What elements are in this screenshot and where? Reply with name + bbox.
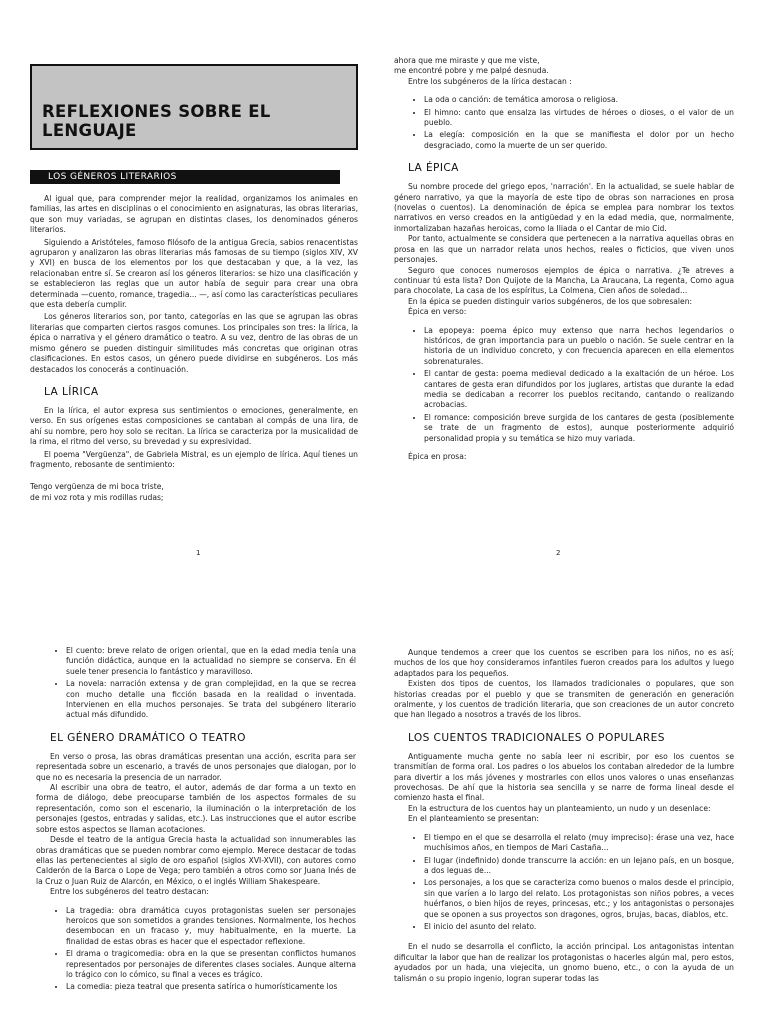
paragraph: Por tanto, actualmente se considera que pertenecen a la narrativa aquellas obras en prosa en las que un narrador relata unos hechos, reales o ficticios, que viven unos personajes.: [394, 234, 734, 265]
list-item: • El drama o tragicomedia: obra en la que se presentan conflictos humanos representados por personajes de diferentes clases sociales. Aunque alterna lo trágico con lo cómico, su final a veces es trágico.: [66, 949, 356, 980]
paragraph: El poema "Vergüenza", de Gabriela Mistral, es un ejemplo de lírica. Aquí tienes un fragmento, rebosante de sentimiento:: [30, 449, 358, 469]
title-box: [30, 64, 358, 150]
verse-line: de mi voz rota y mis rodillas rudas;: [30, 492, 164, 502]
paragraph: Los géneros literarios son, por tanto, categorías en las que se agrupan las obras literarias que comparten ciertos rasgos comunes. Los principales son tres: la lírica, la épica o narrativa y el género dramático o teatro. A su vez, dentro de las obras de un mismo género se pueden distinguir similitudes más concretas que originan otras clasificaciones. En estos casos, un género puede dividirse en subgéneros. Los más destacados los conocerás a continuación.: [30, 312, 358, 374]
list-item: • El romance: composición breve surgida de los cantares de gesta (posiblemente se trate de un fragmento de estos), aunque posteriormente adquirió personalidad propia y su temática se hizo muy variada.: [424, 413, 734, 444]
list-item: • El tiempo en el que se desarrolla el relato (muy impreciso): érase una vez, hace muchísimos años, en tiempos de Mari Castaña...: [424, 833, 734, 854]
heading-lirica: LA LÍRICA: [44, 385, 99, 398]
paragraph: En verso o prosa, las obras dramáticas presentan una acción, escrita para ser representada sobre un escenario, a través de unos personajes que dialogan, por lo que no es necesaria la presencia de un narrador.: [36, 751, 356, 782]
heading-teatro: EL GÉNERO DRAMÁTICO O TEATRO: [50, 731, 246, 744]
paragraph: En la estructura de los cuentos hay un planteamiento, un nudo y un desenlace:: [408, 803, 711, 813]
poem-fragment: [394, 56, 734, 77]
list-item: • La epopeya: poema épico muy extenso que narra hechos legendarios o históricos, de gran importancia para un pueblo o nación. Se suele centrar en la historia de un individuo concreto, y con frecuencia aparecen en ella elementos sobrenaturales.: [424, 326, 734, 368]
list-item: • El cantar de gesta: poema medieval dedicado a la exaltación de un héroe. Los cantares de gesta eran difundidos por los juglares, artistas que durante la edad media se dedicaban a recorrer los pueblos recitando, cantando o realizando acrobacias.: [424, 369, 734, 411]
paragraph: Desde el teatro de la antigua Grecia hasta la actualidad son innumerables las obras dramáticas que se pueden nombrar como ejemplo. Merece destacar de todas ellas las pertenecientes al siglo de oro español (siglos XVI-XVII), con autores como Calderón de la Barca o Lope de Vega; pero también a otros como sor Juana Inés de la Cruz o Juan Ruiz de Alarcón, en México, o el inglés William Shakespeare.: [36, 835, 356, 886]
paragraph: En el planteamiento se presentan:: [408, 814, 539, 824]
poem-fragment: [30, 482, 358, 503]
paragraph: Seguro que conoces numerosos ejemplos de épica o narrativa. ¿Te atreves a continuar tú esta lista? Don Quijote de la Mancha, La Araucana, La regenta, Como agua para chocolate, La casa de los espíritus, La Colmena, Cien años de soledad...: [394, 265, 734, 296]
verse-line: me encontré pobre y me palpé desnuda.: [394, 66, 549, 76]
epica-subgenres-list: [394, 326, 734, 444]
teatro-subgenres-list: [36, 906, 356, 993]
prose-subgenres-list: [36, 646, 356, 721]
paragraph: Entre los subgéneros del teatro destacan:: [50, 887, 209, 897]
list-item: • El cuento: breve relato de origen oriental, que en la edad media tenía una función didáctica, aunque en la actualidad no siempre se conserva. En él suele tener presencia lo fantástico y maravilloso.: [66, 646, 356, 677]
page-2: [384, 0, 768, 512]
planteamiento-list: [394, 833, 734, 933]
paragraph: Al escribir una obra de teatro, el autor, además de dar forma a un texto en forma de diálogo, debe preocuparse también de los aspectos formales de su representación, como son el escenario, la iluminación o la interpretación de los personajes (gestos, entradas y salidas, etc.). Las instrucciones que el autor escribe sobre estos aspectos se llaman acotaciones.: [36, 783, 356, 834]
paragraph: Épica en verso:: [408, 307, 467, 317]
list-item: • Los personajes, a los que se caracteriza como buenos o malos desde el principio, sin que varíen a lo largo del relato. Los protagonistas son niños pobres, a veces huérfanos, o bien hijos de reyes, princesas, etc.; y los antagonistas o personajes que se oponen a sus proyectos son dragones, ogros, brujas, bacas, diablos, etc.: [424, 878, 734, 920]
list-item: • La tragedia: obra dramática cuyos protagonistas suelen ser personajes heroicos que son sometidos a grandes tensiones. Normalmente, los hechos desembocan en un fracaso y, muy habitualmente, en la muerte. La finalidad de estas obras es hacer que el espectador reflexione.: [66, 906, 356, 948]
list-item: • La oda o canción: de temática amorosa o religiosa.: [424, 95, 734, 105]
paragraph: En la épica se pueden distinguir varios subgéneros, de los que sobresalen:: [408, 296, 693, 306]
paragraph: Entre los subgéneros de la lírica destacan :: [408, 76, 572, 86]
section-heading-generos: LOS GÉNEROS LITERARIOS: [30, 170, 340, 184]
paragraph: Siguiendo a Aristóteles, famoso filósofo de la antigua Grecia, sabios renacentistas agruparon y analizaron las obras literarias más famosas de su tiempo (siglos XIV, XV y XVI) en busca de los elementos por los que destacaban y que, a la vez, las relacionaban entre sí. Se crearon así los géneros literarios: se hizo una clasificación y se establecieron las reglas que un autor había de seguir para crear una obra determinada —cuento, romance, tragedia... —, así como las características peculiares que esta debería cumplir.: [30, 237, 358, 310]
list-item: • La novela: narración extensa y de gran complejidad, en la que se recrea con mucho detalle una ficción basada en la realidad o inventada. Intervienen en ella muchos personajes. Se trata del subgénero literario actual más difundido.: [66, 679, 356, 721]
list-item: • La elegía: composición en la que se manifiesta el dolor por un hecho desgraciado, como la muerte de un ser querido.: [424, 130, 734, 151]
document-title: REFLEXIONES SOBRE EL LENGUAJE: [42, 102, 271, 140]
paragraph: Su nombre procede del griego epos, 'narración'. En la actualidad, se suele hablar de género narrativo, ya que la mayoría de este tipo de obras son narraciones en prosa (novelas o cuentos). La denominación de épica se emplea para nombrar los textos narrativos en verso creados en la antigüedad y en la edad media, que, normalmente, inmortalizaban hazañas heroicas, como la Iliada o el Cantar de mio Cid.: [394, 182, 734, 233]
paragraph: Antiguamente mucha gente no sabía leer ni escribir, por eso los cuentos se transmitían de forma oral. Los padres o los abuelos los contaban alrededor de la lumbre para divertir a los más jóvenes y mostrarles con ellos unos valores o unas enseñanzas provechosas. De ahí que la historia sea sencilla y se narre de forma lineal desde el comienzo hasta el final.: [394, 751, 734, 803]
page-number: 2: [556, 549, 561, 557]
verse-line: Tengo vergüenza de mi boca triste,: [30, 482, 164, 492]
list-item: • El lugar (indefinido) donde transcurre la acción: en un lejano país, en un bosque, a dos leguas de...: [424, 856, 734, 877]
page-number: 1: [196, 549, 201, 557]
paragraph: Existen dos tipos de cuentos, los llamados tradicionales o populares, que son historias creadas por el pueblo y que se transmiten de generación en generación oralmente, y los cuentos de tradición literaria, que son creaciones de un autor concreto que han llegado a nosotros a través de los libros.: [394, 679, 734, 720]
list-item: • El inicio del asunto del relato.: [424, 922, 734, 932]
page-4: [384, 512, 768, 1024]
paragraph: En la lírica, el autor expresa sus sentimientos o emociones, generalmente, en verso. En sus orígenes estas composiciones se cantaban al compás de una lira, de ahí su nombre, pero hoy solo se recitan. La lírica se caracteriza por la musicalidad de la rima, el ritmo del verso, su brevedad y su expresividad.: [30, 405, 358, 447]
verse-line: ahora que me miraste y que me viste,: [394, 56, 540, 65]
list-item: • El himno: canto que ensalza las virtudes de héroes o dioses, o el valor de un pueblo.: [424, 108, 734, 129]
list-item: • La comedia: pieza teatral que presenta satírica o humorísticamente los: [66, 982, 356, 992]
page-3: [0, 512, 384, 1024]
paragraph: Épica en prosa:: [408, 452, 467, 461]
page-1: [0, 0, 384, 512]
heading-epica: LA ÉPICA: [408, 162, 459, 175]
paragraph: Al igual que, para comprender mejor la realidad, organizamos los animales en familias, las artes en disciplinas o el conocimiento en asignaturas, las obras literarias, que son muy variadas, se agrupan en distintas clases, los denominados géneros literarios.: [30, 194, 358, 235]
paragraph: Aunque tendemos a creer que los cuentos se escriben para los niños, no es así; muchos de los que hoy consideramos infantiles fueron creados para los adultos y luego adaptados para los pequeños.: [394, 648, 734, 678]
paragraph: En el nudo se desarrolla el conflicto, la acción principal. Los antagonistas intentan dificultar la labor que han de realizar los protagonistas o hacerles algún mal, pero estos, ayudados por un hada, una viejecita, un gnomo bueno, etc., o con la ayuda de un talismán o su propio ingenio, logran superar todas las: [394, 942, 734, 983]
heading-cuentos: LOS CUENTOS TRADICIONALES O POPULARES: [408, 731, 665, 744]
lirica-subgenres-list: [394, 95, 734, 151]
